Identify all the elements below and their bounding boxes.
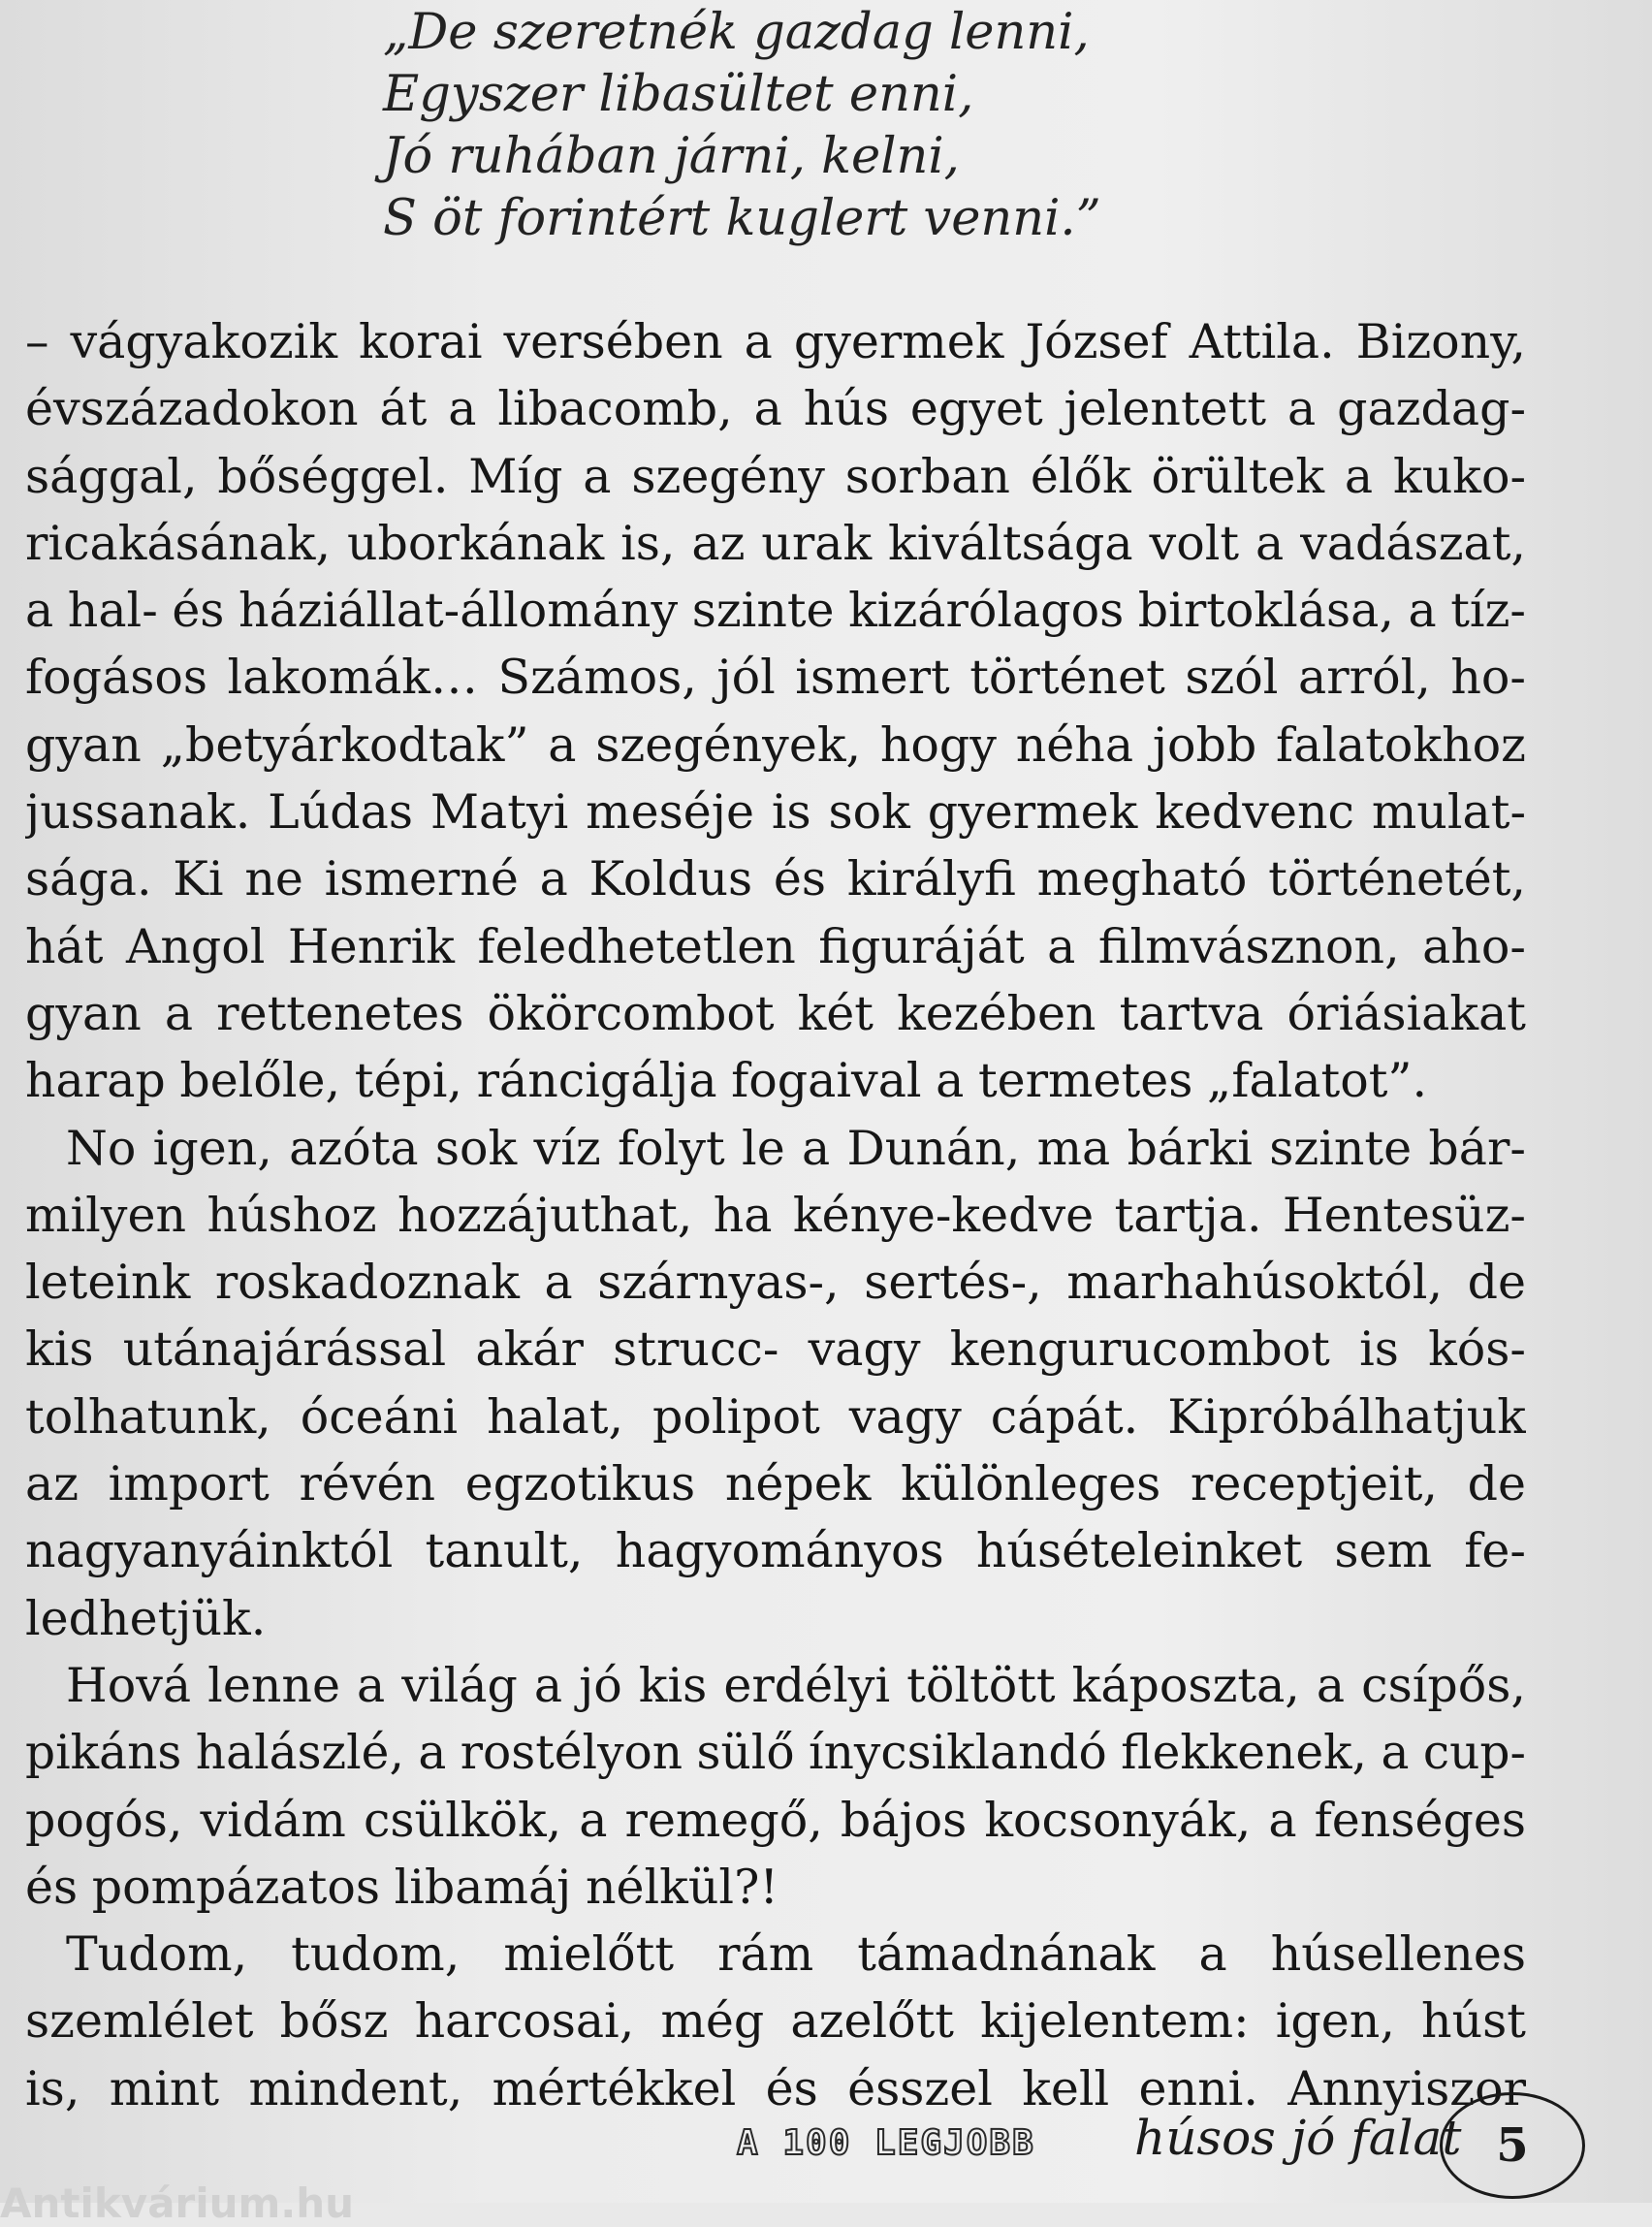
text-line: kis utánajárással akár strucc- vagy kengurucombot is kós- [25,1321,1526,1378]
text-line: sága. Ki ne ismerné a Koldus és királyfi megható történetét, [25,851,1526,907]
text-line: is, mint mindent, mértékkel és ésszel kell enni. Annyiszor [25,2060,1526,2116]
text-line: évszázadokon át a libacomb, a hús egyet jelentett a gazdag- [25,381,1526,437]
text-line: sággal, bőséggel. Míg a szegény sorban élők örültek a kuko- [25,448,1526,504]
text-line: ricakásának, uborkának is, az urak kiváltsága volt a vadászat, [25,515,1526,571]
text-line: nagyanyáinktól tanult, hagyományos húsételeinket sem fe- [25,1523,1526,1579]
text-line: No igen, azóta sok víz folyt le a Dunán, ma bárki szinte bár- [66,1120,1526,1176]
text-line: hát Angol Henrik feledhetetlen figuráját a filmvásznon, aho- [25,918,1526,974]
text-line: – vágyakozik korai versében a gyermek József Attila. Bizony, [25,314,1526,369]
text-line: jussanak. Lúdas Matyi meséje is sok gyermek kedvenc mulat- [25,784,1526,841]
text-line: pogós, vidám csülkök, a remegő, bájos kocsonyák, a fenséges [25,1792,1526,1848]
text-line: az import révén egzotikus népek különleges receptjeit, de [25,1456,1526,1512]
text-line: fogásos lakomák… Számos, jól ismert történet szól arról, ho- [25,650,1526,706]
text-line: tolhatunk, óceáni halat, polipot vagy cápát. Kipróbálhatjuk [25,1388,1526,1445]
text-line: leteink roskadoznak a szárnyas-, sertés-, marhahúsoktól, de [25,1255,1526,1311]
body-text [25,308,1526,2122]
book-subtitle: húsos jó falat [1134,2110,1462,2166]
text-line: és pompázatos libamáj nélkül?! [25,1859,779,1915]
text-line: gyan „betyárkodtak” a szegények, hogy néha jobb falatokhoz [25,716,1526,773]
text-line: ledhetjük. [25,1590,267,1646]
text-line: a hal- és háziállat-állomány szinte kizárólagos birtoklása, a tíz- [25,583,1526,639]
poem-line: S öt forintért kuglert venni.” [383,190,1101,247]
page-number: 5 [1496,2118,1529,2173]
watermark: Antikvárium.hu [0,2179,355,2227]
text-line: milyen húshoz hozzájuthat, ha kénye-kedve tartja. Hentesüz- [25,1187,1526,1243]
text-line: gyan a rettenetes ökörcombot két kezében tartva óriásiakat [25,985,1526,1041]
text-line: Hová lenne a világ a jó kis erdélyi töltött káposzta, a csípős, [66,1657,1526,1713]
text-line: szemlélet bősz harcosai, még azelőtt kijelentem: igen, húst [25,1993,1526,2050]
poem-line: Jó ruhában járni, kelni, [383,128,960,185]
text-line: pikáns halászlé, a rostélyon sülő ínycsiklandó flekkenek, a cup- [25,1725,1526,1781]
paragraph-3 [25,1652,1526,1921]
poem-quote [383,2,1255,250]
paragraph-2 [25,1115,1526,1652]
poem-line: „De szeretnék gazdag lenni, [383,4,1090,61]
text-line: Tudom, tudom, mielőtt rám támadnának a húsellenes [66,1926,1526,1983]
book-series-title: A 100 LEGJOBB [737,2123,1035,2163]
paragraph-1 [25,308,1526,1115]
text-line: harap belőle, tépi, ráncigálja fogaival a termetes „falatot”. [25,1053,1428,1109]
poem-line: Egyszer libasültet enni, [383,66,974,123]
page-number-circle [1440,2092,1585,2199]
page-footer [737,2092,1609,2199]
